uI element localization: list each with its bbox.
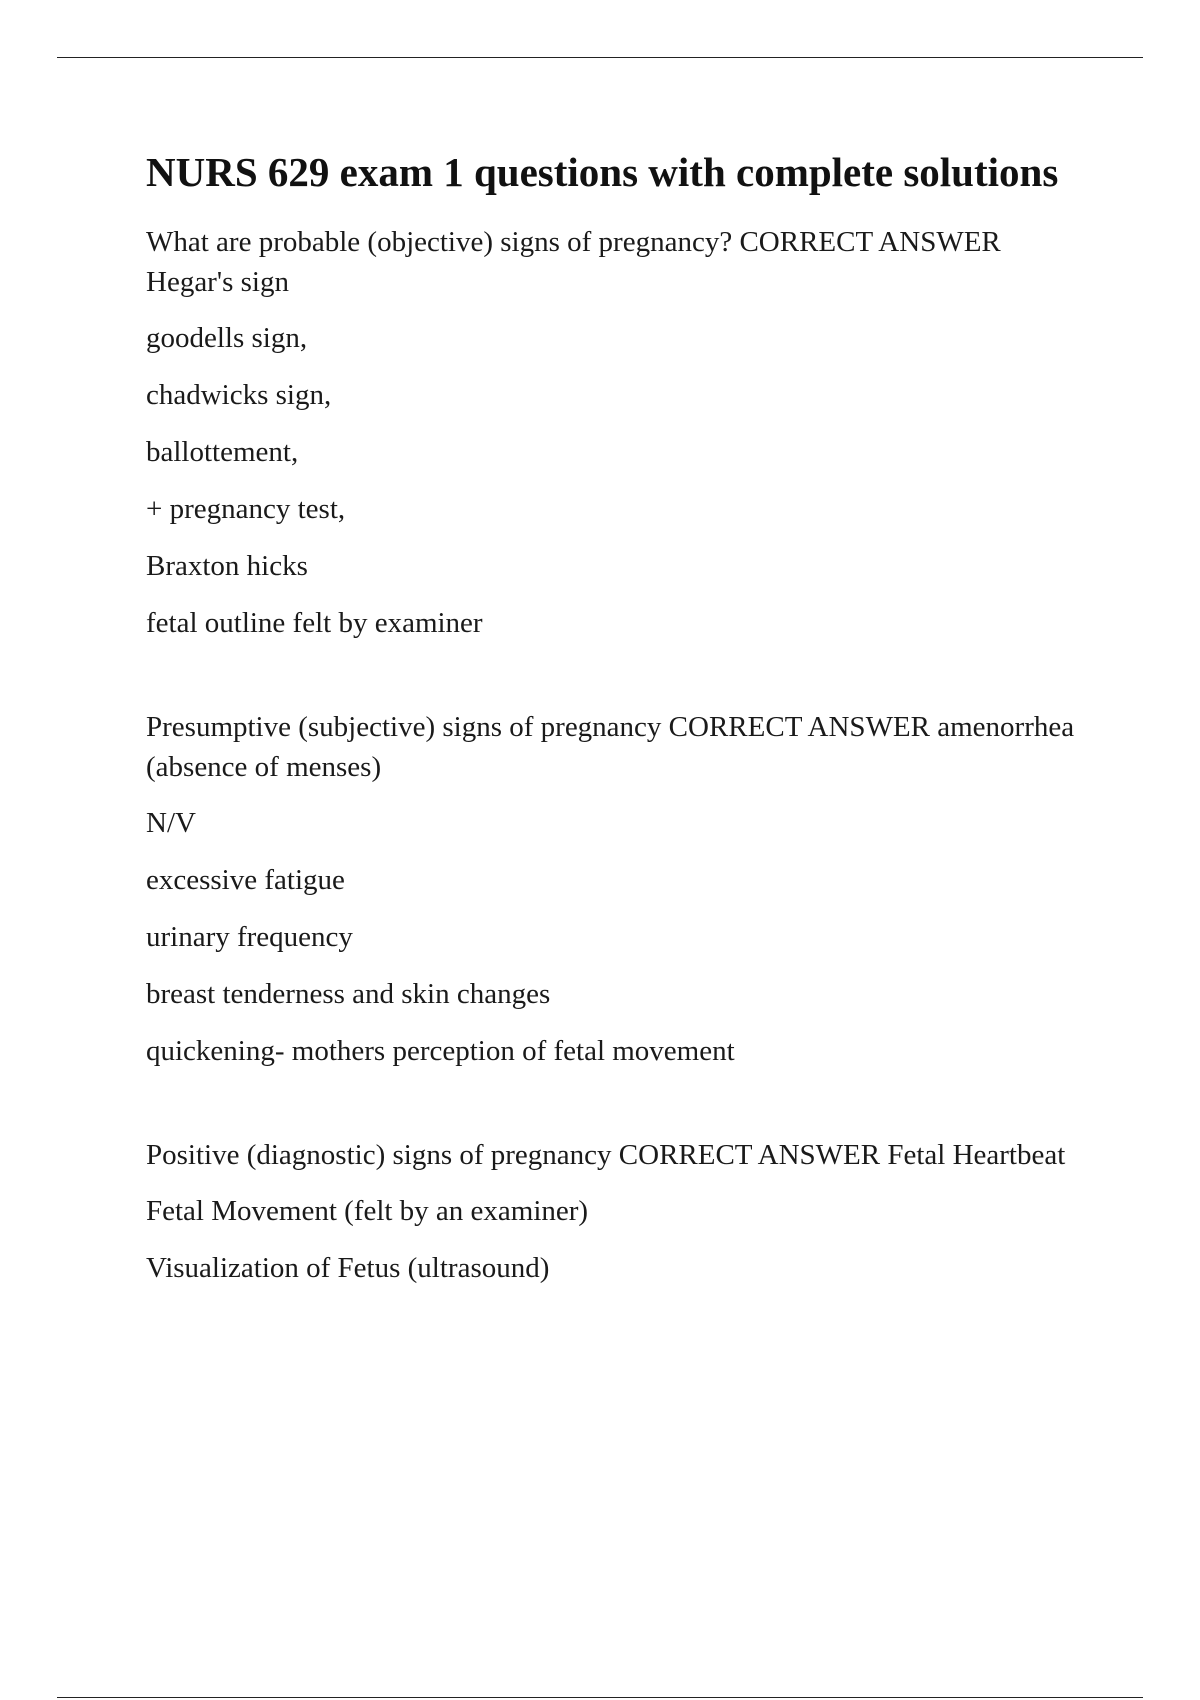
answer-line: chadwicks sign, <box>146 379 332 411</box>
document-title: NURS 629 exam 1 questions with complete solutions <box>146 149 1059 195</box>
qa-section-positive-signs <box>146 1135 1076 1288</box>
question-text: Presumptive (subjective) signs of pregnancy CORRECT ANSWER amenorrhea (absence of menses) <box>146 711 1075 783</box>
answer-line: Fetal Movement (felt by an examiner) <box>146 1195 589 1227</box>
question-text: What are probable (objective) signs of pregnancy? CORRECT ANSWER Hegar's sign <box>146 226 1001 298</box>
answer-line: fetal outline felt by examiner <box>146 607 483 639</box>
answer-line: + pregnancy test, <box>146 493 346 525</box>
answer-line: Braxton hicks <box>146 550 308 582</box>
question-text: Positive (diagnostic) signs of pregnancy CORRECT ANSWER Fetal Heartbeat <box>146 1139 1066 1171</box>
answer-line: urinary frequency <box>146 921 353 953</box>
answer-line: Visualization of Fetus (ultrasound) <box>146 1252 550 1284</box>
document-body <box>146 144 1076 1352</box>
answer-line: ballottement, <box>146 436 299 468</box>
answer-line: excessive fatigue <box>146 864 345 896</box>
answer-line: quickening- mothers perception of fetal movement <box>146 1035 735 1067</box>
qa-section-presumptive-signs <box>146 707 1076 1071</box>
answer-line: goodells sign, <box>146 322 308 354</box>
answer-line: N/V <box>146 807 196 839</box>
answer-line: breast tenderness and skin changes <box>146 978 551 1010</box>
bottom-rule <box>57 1697 1143 1698</box>
top-rule <box>57 57 1143 58</box>
qa-section-probable-signs <box>146 222 1076 643</box>
